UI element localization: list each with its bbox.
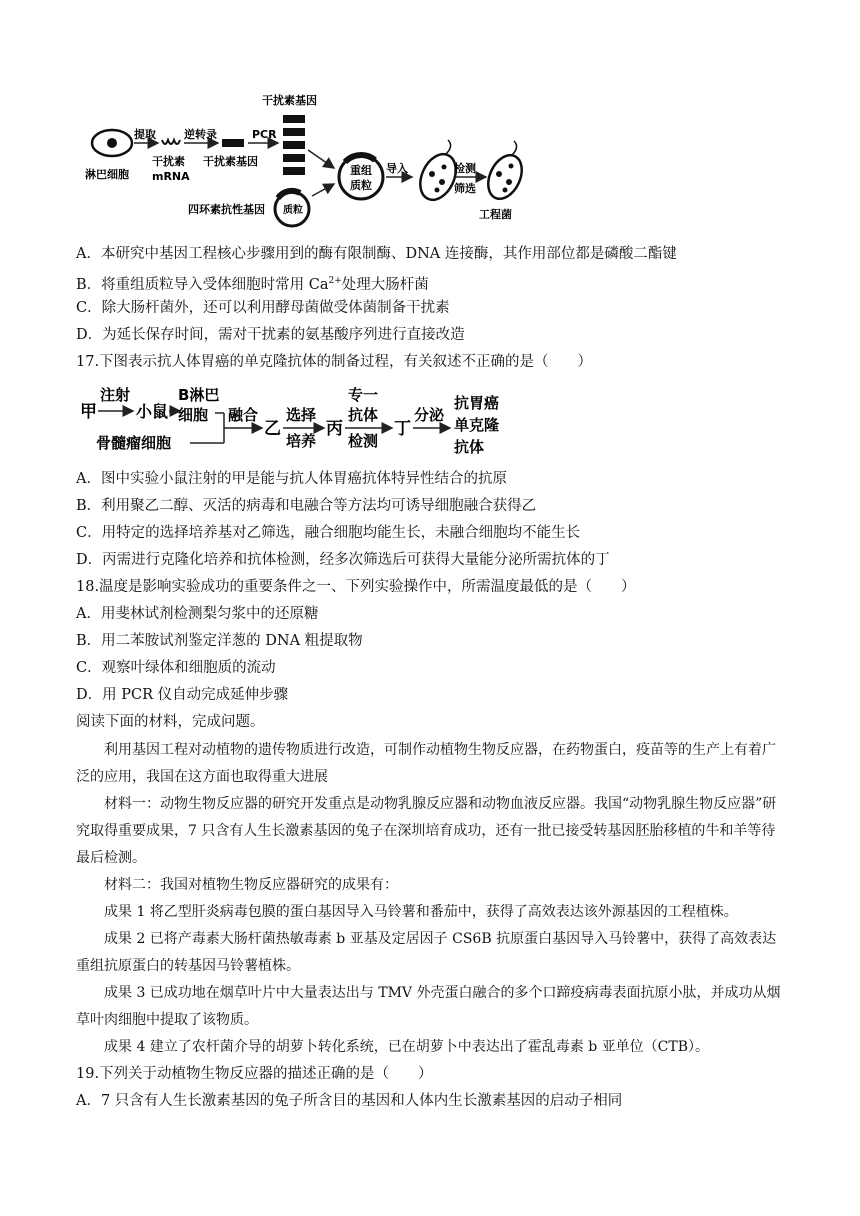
recombinant-label-2: 质粒 [350, 179, 372, 192]
q17-option-c: C．用特定的选择培养基对乙筛选，融合细胞均能生长，未融合细胞均不能生长 [76, 525, 581, 541]
specific-label-2: 抗体 [348, 406, 379, 424]
engineered-bacteria-label: 工程菌 [479, 208, 512, 221]
inject-label: 注射 [100, 386, 131, 404]
bacterium-icon [413, 148, 462, 205]
import-label: 导入 [386, 162, 408, 175]
mouse-label: 小鼠 [136, 402, 169, 421]
ifn-gene-label: 干扰素基因 [203, 155, 258, 168]
q18-option-b: B．用二苯胺试剂鉴定洋葱的 DNA 粗提取物 [76, 633, 363, 649]
screen-label: 筛选 [454, 182, 476, 195]
q16-option-c: C．除大肠杆菌外，还可以利用酵母菌做受体菌制备干扰素 [76, 300, 450, 316]
specific-label-3: 检测 [348, 432, 379, 450]
material-one: 材料一：动物生物反应器的研究开发重点是动物乳腺反应器和动物血液反应器。我国“动物乳腺生物反应器”研究取得重要成果，7 只含有人生长激素基因的兔子在深圳培育成功，还有一批已接受转基因胚胎移植的牛和羊等待最后检测。 [76, 796, 777, 866]
q17-option-b: B．利用聚乙二醇、灭活的病毒和电融合等方法均可诱导细胞融合获得乙 [76, 498, 537, 514]
q16-option-b-post: 处理大肠杆菌 [341, 276, 429, 293]
q17-option-a: A．图中实验小鼠注射的甲是能与抗人体胃癌抗体特异性结合的抗原 [76, 471, 507, 487]
specific-label-1: 专一 [348, 386, 379, 404]
extract-label: 提取 [134, 128, 156, 141]
antibody-label-2: 单克隆 [454, 416, 500, 434]
q16-option-d: D．为延长保存时间，需对干扰素的氨基酸序列进行直接改造 [76, 327, 465, 343]
q18-option-c: C．观察叶绿体和细胞质的流动 [76, 660, 276, 676]
ifn-gene-top-label: 干扰素基因 [262, 94, 317, 107]
tet-resistance-label: 四环素抗性基因 [188, 203, 265, 216]
fuse-label: 融合 [228, 406, 259, 424]
b-cell-label-2: 细胞 [178, 406, 209, 424]
result-1: 成果 1 将乙型肝炎病毒包膜的蛋白基因导入马铃薯和番茄中，获得了高效表达该外源基因的工程植株。 [104, 904, 738, 920]
detect-label: 检测 [454, 162, 476, 175]
plasmid-label: 质粒 [283, 205, 303, 216]
select-label-1: 选择 [286, 406, 317, 424]
yi-label: 乙 [264, 419, 281, 439]
mrna-icon [162, 140, 180, 144]
select-label-2: 培养 [286, 432, 317, 450]
reading-paragraph-1: 利用基因工程对动植物的遗传物质进行改造，可制作动植物生物反应器，在药物蛋白，疫苗等的生产上有着广泛的应用，我国在这方面也取得重大进展 [76, 742, 776, 785]
reading-intro: 阅读下面的材料，完成问题。 [76, 714, 265, 730]
q17-stem: 17.下图表示抗人体胃癌的单克隆抗体的制备过程，有关叙述不正确的是（ ） [76, 354, 593, 370]
bing-label: 丙 [326, 419, 343, 439]
secrete-label: 分泌 [414, 406, 445, 424]
q16-option-a: A．本研究中基因工程核心步骤用到的酶有限制酶、DNA 连接酶，其作用部位都是磷酸二酯键 [76, 246, 677, 262]
q19-option-a: A．7 只含有人生长激素基因的兔子所含目的基因和人体内生长激素基因的启动子相同 [76, 1093, 623, 1109]
q17-option-d: D．丙需进行克隆化培养和抗体检测，经多次筛选后可获得大量能分泌所需抗体的丁 [76, 552, 610, 568]
ifn-mrna-label-1: 干扰素 [152, 155, 185, 168]
material-two: 材料二：我国对植物生物反应器研究的成果有： [104, 877, 398, 893]
jia-label: 甲 [80, 402, 97, 422]
q16-option-b-pre: B．将重组质粒导入受体细胞时常用 Ca [76, 276, 329, 293]
gene-engineering-diagram [0, 0, 860, 230]
q19-stem: 19.下列关于动植物生物反应器的描述正确的是（ ） [76, 1066, 433, 1082]
antibody-label-3: 抗体 [454, 438, 485, 456]
ding-label: 丁 [394, 419, 411, 439]
amplified-gene [283, 115, 305, 123]
ifn-mrna-label-2: mRNA [152, 170, 190, 183]
result-2: 成果 2 已将产毒素大肠杆菌热敏毒素 b 亚基及定居因子 CS6B 抗原蛋白基因导入马铃薯中，获得了高效表达重组抗原蛋白的转基因马铃薯植株。 [76, 931, 777, 974]
engineered-bacterium-icon [482, 150, 529, 204]
ifn-gene-bar [222, 139, 244, 147]
pcr-label: PCR [252, 128, 277, 141]
b-cell-label-1: B淋巴 [178, 386, 220, 404]
recombinant-label-1: 重组 [350, 164, 372, 177]
reverse-label: 逆转录 [184, 128, 217, 141]
q16-option-b-sup: 2+ [328, 276, 342, 286]
q18-option-d: D．用 PCR 仪自动完成延伸步骤 [76, 687, 289, 703]
result-3: 成果 3 已成功地在烟草叶片中大量表达出与 TMV 外壳蛋白融合的多个口蹄疫病毒表面抗原小肽，并成功从烟草叶肉细胞中提取了该物质。 [76, 985, 781, 1028]
q16-option-b [76, 271, 429, 295]
myeloma-label: 骨髓瘤细胞 [96, 434, 172, 452]
q18-stem: 18.温度是影响实验成功的重要条件之一、下列实验操作中，所需温度最低的是（ ） [76, 579, 636, 595]
lymphocyte-label: 淋巴细胞 [85, 168, 129, 181]
monoclonal-antibody-diagram [0, 380, 860, 460]
result-4: 成果 4 建立了农杆菌介导的胡萝卜转化系统，已在胡萝卜中表达出了霍乱毒素 b 亚单位（CTB）。 [104, 1039, 710, 1055]
q18-option-a: A．用斐林试剂检测梨匀浆中的还原糖 [76, 606, 319, 622]
antibody-label-1: 抗胃癌 [454, 394, 500, 412]
